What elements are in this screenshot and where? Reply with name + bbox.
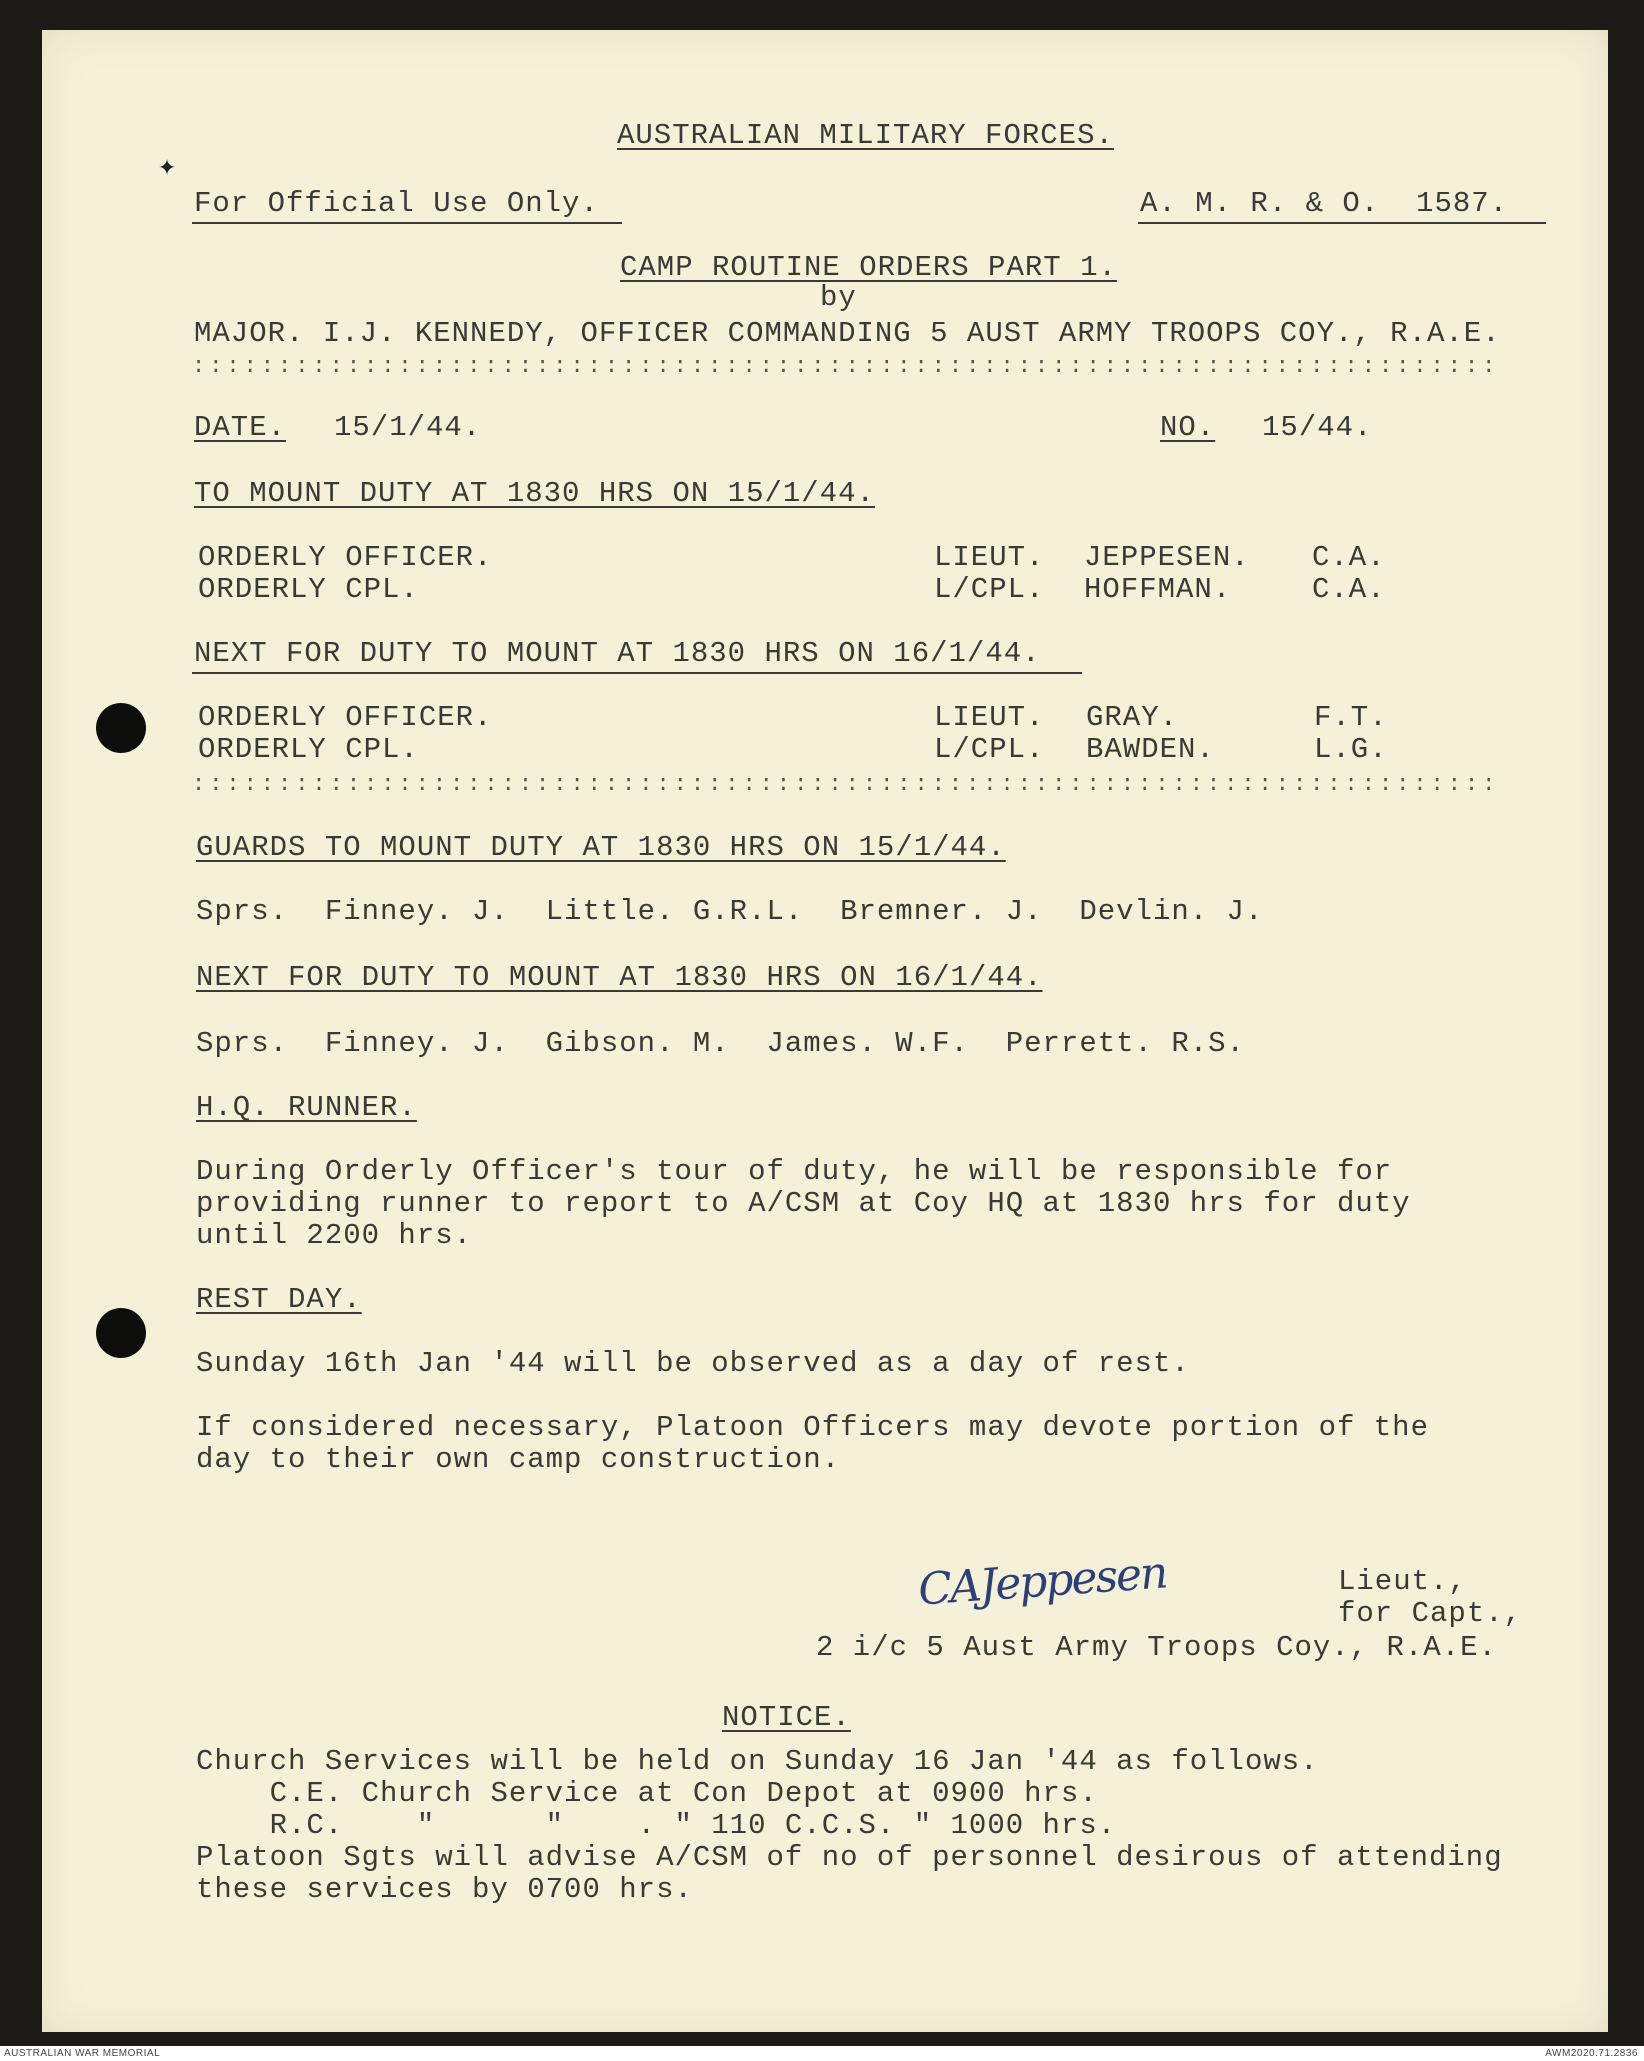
notice-line: these services by 0700 hrs. — [196, 1873, 693, 1906]
duty-initials: F.T. — [1314, 701, 1388, 734]
footer-accession: AWM2020.71.2836 — [1545, 2048, 1638, 2059]
signatory-for: for Capt., — [1338, 1597, 1523, 1630]
ink-mark: ✦ — [158, 151, 177, 185]
rest-day-line: day to their own camp construction. — [196, 1443, 841, 1476]
handwritten-signature: CAJeppesen — [916, 1547, 1168, 1616]
rest-day-paragraph: Sunday 16th Jan '44 will be observed as a day of rest. — [196, 1347, 1190, 1380]
classification-underline — [192, 222, 622, 224]
by-label: by — [820, 281, 857, 314]
duty-role: ORDERLY OFFICER. — [198, 701, 493, 734]
notice-heading: NOTICE. — [722, 1701, 851, 1734]
duty-rank: LIEUT. — [934, 701, 1045, 734]
separator-dots: :::::::::::::::::::::::::::::::::::::::::::::::::::::::::::::::::::::::::::: — [192, 354, 1500, 379]
notice-line: R.C. " " . " 110 C.C.S. " 1000 hrs. — [196, 1809, 1117, 1842]
duty-rank: LIEUT. — [934, 541, 1045, 574]
hq-runner-line: until 2200 hrs. — [196, 1219, 473, 1252]
date-label: DATE. — [194, 411, 287, 444]
guards-next-heading: NEXT FOR DUTY TO MOUNT AT 1830 HRS ON 16/1/44. — [196, 961, 1043, 994]
duty-today-heading: TO MOUNT DUTY AT 1830 HRS ON 15/1/44. — [194, 477, 875, 510]
duty-role: ORDERLY CPL. — [198, 733, 419, 766]
guards-today-names: Sprs. Finney. J. Little. G.R.L. Bremner. J. Devlin. J. — [196, 895, 1264, 928]
duty-name: BAWDEN. — [1086, 733, 1215, 766]
duty-name: HOFFMAN. — [1084, 573, 1232, 606]
hq-runner-line: During Orderly Officer's tour of duty, he will be responsible for — [196, 1155, 1393, 1188]
signatory-rank: Lieut., — [1338, 1565, 1467, 1598]
hq-runner-line: providing runner to report to A/CSM at Coy HQ at 1830 hrs for duty — [196, 1187, 1411, 1220]
duty-role: ORDERLY CPL. — [198, 573, 419, 606]
guards-next-names: Sprs. Finney. J. Gibson. M. James. W.F. Perrett. R.S. — [196, 1027, 1245, 1060]
duty-role: ORDERLY OFFICER. — [198, 541, 493, 574]
duty-name: GRAY. — [1086, 701, 1179, 734]
classification: For Official Use Only. — [194, 187, 599, 220]
duty-name: JEPPESEN. — [1084, 541, 1250, 574]
duty-next-underline — [192, 672, 1082, 674]
signatory-unit: 2 i/c 5 Aust Army Troops Coy., R.A.E. — [816, 1631, 1497, 1664]
reference-number: A. M. R. & O. 1587. — [1140, 187, 1509, 220]
hq-runner-heading: H.Q. RUNNER. — [196, 1091, 417, 1124]
duty-initials: C.A. — [1312, 573, 1386, 606]
punch-hole — [96, 1308, 146, 1358]
orders-title: CAMP ROUTINE ORDERS PART 1. — [620, 251, 1117, 284]
issuer-line: MAJOR. I.J. KENNEDY, OFFICER COMMANDING 5 AUST ARMY TROOPS COY., R.A.E. — [194, 317, 1501, 350]
separator-dots: :::::::::::::::::::::::::::::::::::::::::::::::::::::::::::::::::::::::::::: — [192, 772, 1500, 797]
duty-initials: C.A. — [1312, 541, 1386, 574]
guards-today-heading: GUARDS TO MOUNT DUTY AT 1830 HRS ON 15/1/44. — [196, 831, 1006, 864]
rest-day-line: If considered necessary, Platoon Officers may devote portion of the — [196, 1411, 1429, 1444]
footer-source: AUSTRALIAN WAR MEMORIAL — [4, 2048, 161, 2059]
document-title: AUSTRALIAN MILITARY FORCES. — [617, 119, 1114, 152]
number-value: 15/44. — [1262, 411, 1373, 444]
date-value: 15/1/44. — [334, 411, 482, 444]
duty-next-heading: NEXT FOR DUTY TO MOUNT AT 1830 HRS ON 16/1/44. — [194, 637, 1041, 670]
reference-underline — [1138, 222, 1546, 224]
notice-line: Church Services will be held on Sunday 16 Jan '44 as follows. — [196, 1745, 1319, 1778]
duty-rank: L/CPL. — [934, 733, 1045, 766]
rest-day-heading: REST DAY. — [196, 1283, 362, 1316]
duty-rank: L/CPL. — [934, 573, 1045, 606]
number-label: NO. — [1160, 411, 1216, 444]
notice-line: Platoon Sgts will advise A/CSM of no of personnel desirous of attending — [196, 1841, 1503, 1874]
duty-initials: L.G. — [1314, 733, 1388, 766]
notice-line: C.E. Church Service at Con Depot at 0900 hrs. — [196, 1777, 1098, 1810]
punch-hole — [96, 703, 146, 753]
